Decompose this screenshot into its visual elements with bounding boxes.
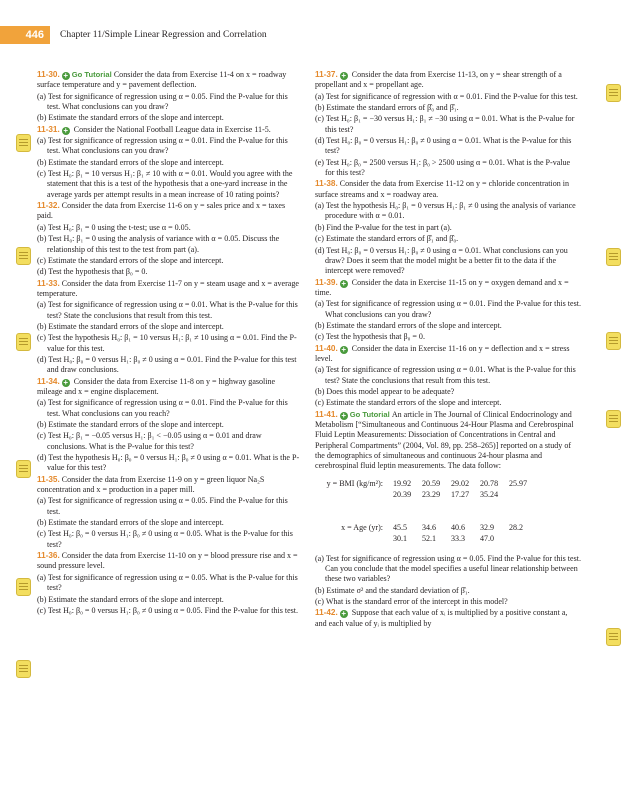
- right-column: [315, 70, 581, 630]
- part-text: Test for significance of regression using α = 0.05. Find the P-value for this test. Can you conclude that the model specifies a useful linear relationship between these two variables?: [325, 553, 581, 584]
- exercise-part: [315, 223, 581, 233]
- age-value: 30.1: [393, 533, 408, 543]
- exercise-part: [37, 136, 300, 157]
- part-label: (a): [37, 91, 48, 101]
- notebook-icon: [16, 460, 31, 478]
- exercise-number: 11-32.: [37, 201, 60, 211]
- age-value: 32.9: [480, 522, 495, 532]
- part-label: (c): [315, 398, 326, 408]
- notebook-icon: [606, 248, 621, 266]
- part-label: (c): [315, 597, 326, 607]
- exercise-part: [37, 113, 300, 123]
- exercise-part: [37, 158, 300, 168]
- part-label: (b): [315, 320, 327, 330]
- exercise-part: [315, 246, 581, 277]
- part-label: (d): [315, 136, 327, 146]
- age-value: 33.3: [451, 533, 466, 543]
- exercise-11-34: [37, 377, 300, 398]
- part-label: (a): [37, 300, 48, 310]
- exercise-part: [315, 554, 581, 585]
- part-text: Estimate the standard errors of the slope and intercept.: [48, 420, 224, 429]
- exercise-number: 11-31.: [37, 124, 60, 134]
- part-text: Estimate the standard errors of the slope and intercept.: [48, 594, 224, 604]
- part-label: (d): [37, 267, 49, 277]
- part-text: Estimate the standard errors of the slope and intercept.: [48, 157, 224, 167]
- part-text: Test H₀: β₀ = 0 versus H₁: β₀ ≠ 0 using α = 0.01. What conclusions can you draw? Does it seem that the model might be a better fit to the data if the intercept were removed?: [325, 245, 568, 276]
- exercise-part: [37, 453, 300, 474]
- age-label: x = Age (yr):: [341, 522, 383, 532]
- part-label: (a): [37, 496, 48, 506]
- exercise-text: Consider the data from Exercise 11-6 on y = sales price and x = taxes paid.: [37, 201, 286, 221]
- plus-icon: +: [63, 125, 69, 135]
- exercise-part: [315, 201, 581, 222]
- part-text: Test for significance of regression using α = 0.05. What is the P-value for this test?: [47, 572, 298, 593]
- go-tutorial-link[interactable]: Go Tutorial: [349, 409, 392, 419]
- exercise-part: [37, 234, 300, 255]
- exercise-part: [37, 267, 300, 277]
- exercise-part: [37, 573, 300, 594]
- age-value: 28.2: [509, 522, 524, 532]
- plus-icon: +: [341, 344, 347, 354]
- exercise-part: [37, 496, 300, 517]
- part-label: (b): [37, 518, 49, 528]
- left-column: [37, 70, 300, 617]
- leptin-data-table: [315, 478, 581, 544]
- plus-icon: +: [63, 71, 69, 80]
- part-label: (a): [37, 398, 48, 408]
- part-text: Estimate the standard errors of the slope and intercept.: [326, 320, 502, 330]
- exercise-11-30: [37, 70, 300, 91]
- running-head: Chapter 11/Simple Linear Regression and Correlation: [60, 29, 267, 40]
- exercise-text: Consider the data from Exercise 11-4 on x = roadway surface temperature and y = pavement deflection.: [37, 70, 287, 90]
- part-text: Test H₀: β₀ = 0 versus H₁: β₀ ≠ 0 using α = 0.05. What is the P-value for this test?: [47, 529, 293, 549]
- plus-icon: +: [341, 71, 347, 80]
- exercise-text: Consider the data in Exercise 11-16 on y = deflection and x = stress level.: [315, 343, 570, 363]
- exercise-11-40: [315, 344, 581, 365]
- bmi-value: 20.59: [422, 478, 441, 488]
- part-text: Test the hypothesis that β₀ = 0.: [48, 267, 148, 277]
- exercise-part: [37, 606, 300, 616]
- notebook-icon: [606, 410, 621, 428]
- part-text: Estimate the standard errors of the slope and intercept.: [325, 398, 502, 408]
- part-label: (c): [37, 431, 48, 441]
- exercise-number: 11-33.: [37, 278, 60, 288]
- part-text: Test the hypothesis H₀: β₁ = 0 versus H₁: β₁ ≠ 0 using the analysis of variance procedure with α = 0.01.: [325, 201, 576, 221]
- part-label: (b): [315, 103, 327, 113]
- exercise-11-38: [315, 179, 581, 200]
- exercise-text: Consider the data in Exercise 11-15 on y = oxygen demand and x = time.: [315, 277, 569, 297]
- part-label: (c): [37, 529, 48, 539]
- bmi-value: 35.24: [480, 489, 499, 499]
- go-tutorial-link[interactable]: Go Tutorial: [71, 70, 114, 79]
- part-label: (c): [37, 333, 48, 343]
- part-text: Test H₀: β₀ = 0 versus H₁: β₀ ≠ 0 using α = 0.01. Find the P-value for this test and draw conclusions.: [47, 354, 297, 375]
- notebook-icon: [16, 333, 31, 351]
- exercise-number: 11-42.: [315, 608, 338, 618]
- exercise-part: [37, 300, 300, 321]
- part-text: Test the hypothesis H₀: β₀ = 0 versus H₁: β₀ ≠ 0 using α = 0.01. What is the P-value for this test?: [47, 453, 300, 473]
- plus-icon: +: [63, 377, 69, 387]
- exercise-number: 11-34.: [37, 376, 60, 386]
- part-label: (b): [315, 585, 327, 595]
- part-label: (a): [315, 553, 326, 563]
- exercise-part: [37, 420, 300, 430]
- part-text: Test H₀: β₁ = −0.05 versus H₁: β₁ < −0.05 using α = 0.01 and draw conclusions. What is the P-value for this test?: [47, 431, 262, 451]
- exercise-part: [315, 332, 581, 342]
- part-text: Test for significance of regression using α = 0.01. Find the P-value for this test. What conclusions can you reach?: [47, 398, 288, 418]
- exercise-part: [37, 518, 300, 528]
- part-text: Test the hypothesis H₀: β₁ = 10 versus H₁: β₁ ≠ 10 using α = 0.01. Find the P-value for this test.: [47, 333, 297, 353]
- part-text: Test for significance of regression using α = 0.01. What is the P-value for this test? State the conclusions that result from this test.: [47, 300, 298, 320]
- exercise-11-39: [315, 278, 581, 299]
- exercise-part: [315, 586, 581, 596]
- exercise-text: Consider the data from Exercise 11-13, on y = shear strength of a propellant and x = propellant age.: [315, 70, 562, 90]
- part-text: Find the P-value for the test in part (a).: [326, 222, 452, 232]
- page-number: 446: [0, 26, 50, 44]
- part-text: Estimate the standard errors of the slope and intercept.: [48, 321, 224, 331]
- part-label: (b): [37, 321, 49, 331]
- part-label: (c): [315, 114, 326, 124]
- exercise-part: [37, 398, 300, 419]
- exercise-part: [315, 103, 581, 113]
- part-text: Test for significance of regression using α = 0.01. Find the P-value for this test. What conclusions can you draw?: [325, 299, 581, 319]
- exercise-11-31: [37, 125, 300, 135]
- part-label: (d): [37, 354, 49, 364]
- exercise-part: [315, 136, 581, 157]
- exercise-part: [37, 223, 300, 233]
- bmi-value: 25.97: [509, 478, 528, 488]
- part-label: (b): [37, 594, 49, 604]
- exercise-number: 11-40.: [315, 343, 338, 353]
- part-label: (a): [315, 201, 326, 211]
- part-label: (a): [315, 299, 326, 309]
- exercise-part: [315, 92, 581, 102]
- part-label: (b): [315, 222, 327, 232]
- part-text: Test H₀: β₀ = 0 versus H₁: β₀ ≠ 0 using α = 0.01. What is the P-value for this test?: [325, 136, 572, 156]
- part-text: Test for significance of regression using α = 0.01. What is the P-value for this test? State the conclusions that result from this test.: [325, 365, 576, 385]
- part-label: (b): [37, 113, 49, 123]
- part-label: (a): [37, 572, 48, 582]
- age-value: 40.6: [451, 522, 466, 532]
- part-text: Estimate the standard errors of β̂₀ and β̂₁.: [326, 103, 459, 113]
- part-label: (a): [315, 91, 326, 101]
- exercise-number: 11-39.: [315, 277, 338, 287]
- exercise-11-35: [37, 475, 300, 496]
- exercise-part: [315, 597, 581, 607]
- exercise-part: [315, 387, 581, 397]
- part-text: What is the standard error of the intercept in this model?: [325, 597, 508, 607]
- part-text: Test for significance of regression using α = 0.05. Find the P-value for this test.: [47, 496, 288, 516]
- notebook-icon: [16, 660, 31, 678]
- exercise-11-32: [37, 201, 300, 222]
- part-label: (a): [315, 365, 326, 375]
- exercise-part: [315, 234, 581, 244]
- exercise-text: Consider the data from Exercise 11-10 on y = blood pressure rise and x = sound pressure level.: [37, 551, 298, 571]
- part-label: (c): [37, 169, 48, 179]
- exercise-number: 11-30.: [37, 70, 60, 79]
- part-text: Test the hypothesis that β₀ = 0.: [325, 332, 425, 342]
- notebook-icon: [606, 84, 621, 102]
- age-value: 52.1: [422, 533, 437, 543]
- exercise-11-42: [315, 608, 581, 629]
- exercise-part: [37, 322, 300, 332]
- exercise-number: 11-41.: [315, 409, 338, 419]
- part-label: (b): [37, 234, 49, 244]
- notebook-icon: [606, 332, 621, 350]
- notebook-icon: [16, 247, 31, 265]
- exercise-text: Consider the National Football League data in Exercise 11-5.: [71, 124, 271, 134]
- bmi-value: 17.27: [451, 489, 470, 499]
- exercise-11-41: [315, 410, 581, 472]
- bmi-value: 29.02: [451, 478, 470, 488]
- part-text: Test H₀: β₁ = −30 versus H₁: β₁ ≠ −30 using α = 0.01. What is the P-value for this test?: [325, 114, 575, 134]
- exercise-part: [315, 158, 581, 179]
- age-value: 47.0: [480, 533, 495, 543]
- part-label: (b): [37, 157, 49, 167]
- exercise-11-37: [315, 70, 581, 91]
- plus-icon: +: [341, 410, 347, 420]
- part-text: Does this model appear to be adequate?: [326, 386, 455, 396]
- exercise-text: Suppose that each value of xᵢ is multiplied by a positive constant a, and each value of yᵢ is multiplied by: [315, 608, 568, 628]
- notebook-icon: [16, 578, 31, 596]
- part-label: (c): [37, 255, 48, 265]
- part-label: (b): [315, 386, 327, 396]
- part-text: Test H₀: β₁ = 10 versus H₁: β₁ ≠ 10 with α = 0.01. Would you agree with the statement that this is a test of the hypothesis that a one-yard increase in the average yards per attempt results in a mean increase of 10 rating points?: [47, 169, 293, 199]
- exercise-number: 11-35.: [37, 474, 60, 484]
- part-text: Test H₀: β₁ = 0 using the analysis of variance with α = 0.05. Discuss the relationship of this test to the test from part (a).: [47, 234, 280, 254]
- exercise-number: 11-36.: [37, 551, 60, 561]
- part-label: (c): [37, 605, 48, 615]
- part-text: Estimate the standard errors of the slope and intercept.: [47, 255, 224, 265]
- part-text: Test for significance of regression using α = 0.05. Find the P-value for this test. What conclusions can you draw?: [47, 91, 288, 112]
- part-text: Test H₀: β₁ = 0 using the t-test; use α = 0.05.: [47, 222, 191, 232]
- part-text: Test for significance of regression using α = 0.01. Find the P-value for this test. What conclusions can you draw?: [47, 136, 288, 156]
- part-text: Estimate σ² and the standard deviation of β̂₁.: [326, 585, 470, 595]
- age-value: 34.6: [422, 522, 437, 532]
- age-value: 45.5: [393, 522, 408, 532]
- exercise-part: [37, 431, 300, 452]
- exercise-11-33: [37, 279, 300, 300]
- exercise-number: 11-37.: [315, 70, 338, 79]
- exercise-part: [37, 529, 300, 550]
- exercise-part: [37, 355, 300, 376]
- notebook-icon: [16, 134, 31, 152]
- exercise-part: [315, 398, 581, 408]
- bmi-label: y = BMI (kg/m²):: [326, 478, 383, 488]
- plus-icon: +: [341, 609, 347, 619]
- exercise-text: Consider the data from Exercise 11-8 on y = highway gasoline mileage and x = engine displacement.: [37, 376, 276, 396]
- exercise-part: [315, 321, 581, 331]
- bmi-value: 19.92: [393, 478, 412, 488]
- part-label: (b): [37, 420, 49, 429]
- part-label: (a): [37, 136, 48, 146]
- part-label: (e): [315, 157, 326, 167]
- plus-icon: +: [341, 278, 347, 288]
- exercise-part: [37, 333, 300, 354]
- part-text: Test H₀: β₀ = 2500 versus H₁: β₀ > 2500 using α = 0.01. What is the P-value for this test?: [325, 157, 571, 178]
- part-label: (d): [315, 245, 327, 255]
- bmi-value: 20.39: [393, 489, 412, 499]
- part-label: (a): [37, 222, 48, 232]
- part-text: Estimate the standard errors of β̂₁ and β̂₀.: [325, 234, 459, 244]
- part-label: (c): [315, 234, 326, 244]
- part-text: Test H₀: β₀ = 0 versus H₁: β₀ ≠ 0 using α = 0.05. Find the P-value for this test.: [47, 605, 299, 615]
- exercise-part: [315, 114, 581, 135]
- notebook-icon: [606, 628, 621, 646]
- exercise-part: [315, 365, 581, 386]
- part-label: (c): [315, 332, 326, 342]
- exercise-text: Consider the data from Exercise 11-12 on y = chloride concentration in surface streams and x = roadway area.: [315, 179, 570, 199]
- part-text: Test for significance of regression with α = 0.01. Find the P-value for this test.: [325, 91, 578, 101]
- exercise-part: [37, 169, 300, 200]
- exercise-11-36: [37, 551, 300, 572]
- bmi-value: 23.29: [422, 489, 441, 499]
- bmi-value: 20.78: [480, 478, 499, 488]
- exercise-number: 11-38.: [315, 179, 338, 189]
- exercise-part: [315, 299, 581, 320]
- part-label: (d): [37, 453, 49, 463]
- part-text: Estimate the standard errors of the slope and intercept.: [48, 113, 224, 123]
- exercise-part: [37, 595, 300, 605]
- exercise-part: [37, 92, 300, 113]
- exercise-text: An article in The Journal of Clinical Endocrinology and Metabolism [“Simultaneous and Continuous 24-Hour Plasma and Cerebrospinal Fluid Leptin Measurements: Dissociation of Concentrations in Central and Peripheral Compartments” (2004, Vol. 89, pp. 258–265)] reported on a study of the demographics of simultaneous and continuous 24-hour plasma and cerebrospinal fluid leptin measurements. The data follow:: [315, 409, 574, 471]
- exercise-part: [37, 256, 300, 266]
- exercise-text: Consider the data from Exercise 11-7 on y = steam usage and x = average temperature.: [37, 278, 299, 298]
- exercise-text: Consider the data from Exercise 11-9 on y = green liquor Na₂S concentration and x = production in a paper mill.: [37, 474, 265, 495]
- part-text: Estimate the standard errors of the slope and intercept.: [48, 518, 224, 528]
